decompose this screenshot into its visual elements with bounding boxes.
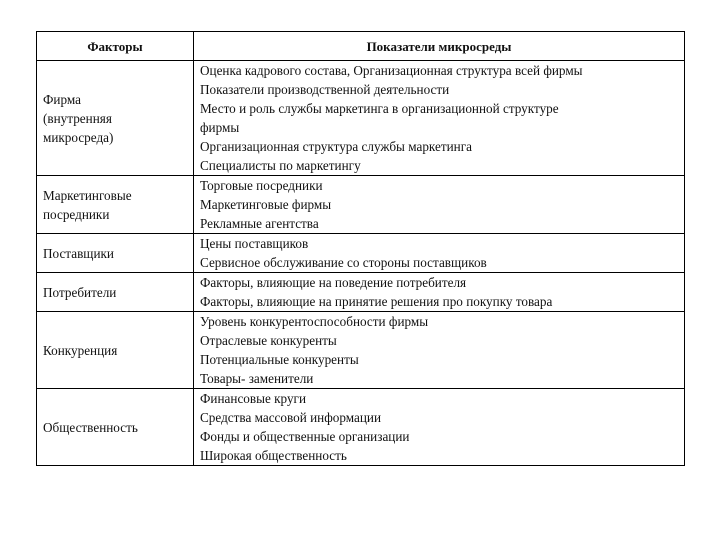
indicators-cell [194,273,685,312]
indicators-cell [194,234,685,273]
header-factors: Факторы [37,32,194,61]
indicator-line: Товары- заменители [200,371,314,386]
factor-cell [37,312,194,389]
indicator-line: Показатели производственной деятельности [200,82,450,97]
factor-label: Поставщики [43,245,114,261]
factor-cell [37,61,194,176]
factor-cell [37,176,194,234]
indicator-line: Финансовые круги [200,391,307,406]
factor-label: Потребители [43,284,117,300]
table-row [37,312,685,389]
indicator-line: Организационная структура службы маркетинга [200,139,472,154]
indicator-line: Факторы, влияющие на поведение потребителя [200,275,467,290]
table-row [37,234,685,273]
indicators-cell [194,176,685,234]
indicator-line: Средства массовой информации [200,410,382,425]
microenvironment-table [36,31,685,466]
indicator-line: Сервисное обслуживание со стороны поставщиков [200,255,487,270]
indicators-cell [194,389,685,466]
indicator-line: Широкая общественность [200,448,347,463]
indicator-line: Фонды и общественные организации [200,429,410,444]
indicator-line: Специалисты по маркетингу [200,158,361,173]
indicator-line: Цены поставщиков [200,236,309,251]
table-body [37,61,685,466]
indicator-line: Торговые посредники [200,178,323,193]
factor-label: Фирма (внутренняя микросреда) [43,91,114,145]
factor-label: Общественность [43,419,138,435]
indicator-line: Маркетинговые фирмы [200,197,332,212]
table-row [37,273,685,312]
indicator-line: фирмы [200,120,240,135]
indicator-line: Уровень конкурентоспособности фирмы [200,314,429,329]
indicator-line: Потенциальные конкуренты [200,352,359,367]
indicators-cell [194,61,685,176]
table-header-row [37,32,685,61]
indicators-cell [194,312,685,389]
table-row [37,389,685,466]
indicator-line: Отраслевые конкуренты [200,333,337,348]
header-indicators: Показатели микросреды [194,32,685,61]
indicator-line: Факторы, влияющие на принятие решения про покупку товара [200,294,553,309]
factor-cell [37,234,194,273]
indicator-line: Оценка кадрового состава, Организационная структура всей фирмы [200,63,583,78]
factor-cell [37,273,194,312]
table-row [37,61,685,176]
factor-label: Конкуренция [43,342,118,358]
indicator-line: Рекламные агентства [200,216,319,231]
table-row [37,176,685,234]
indicator-line: Место и роль службы маркетинга в организационной структуре [200,101,559,116]
factor-label: Маркетинговые посредники [43,187,132,222]
factor-cell [37,389,194,466]
